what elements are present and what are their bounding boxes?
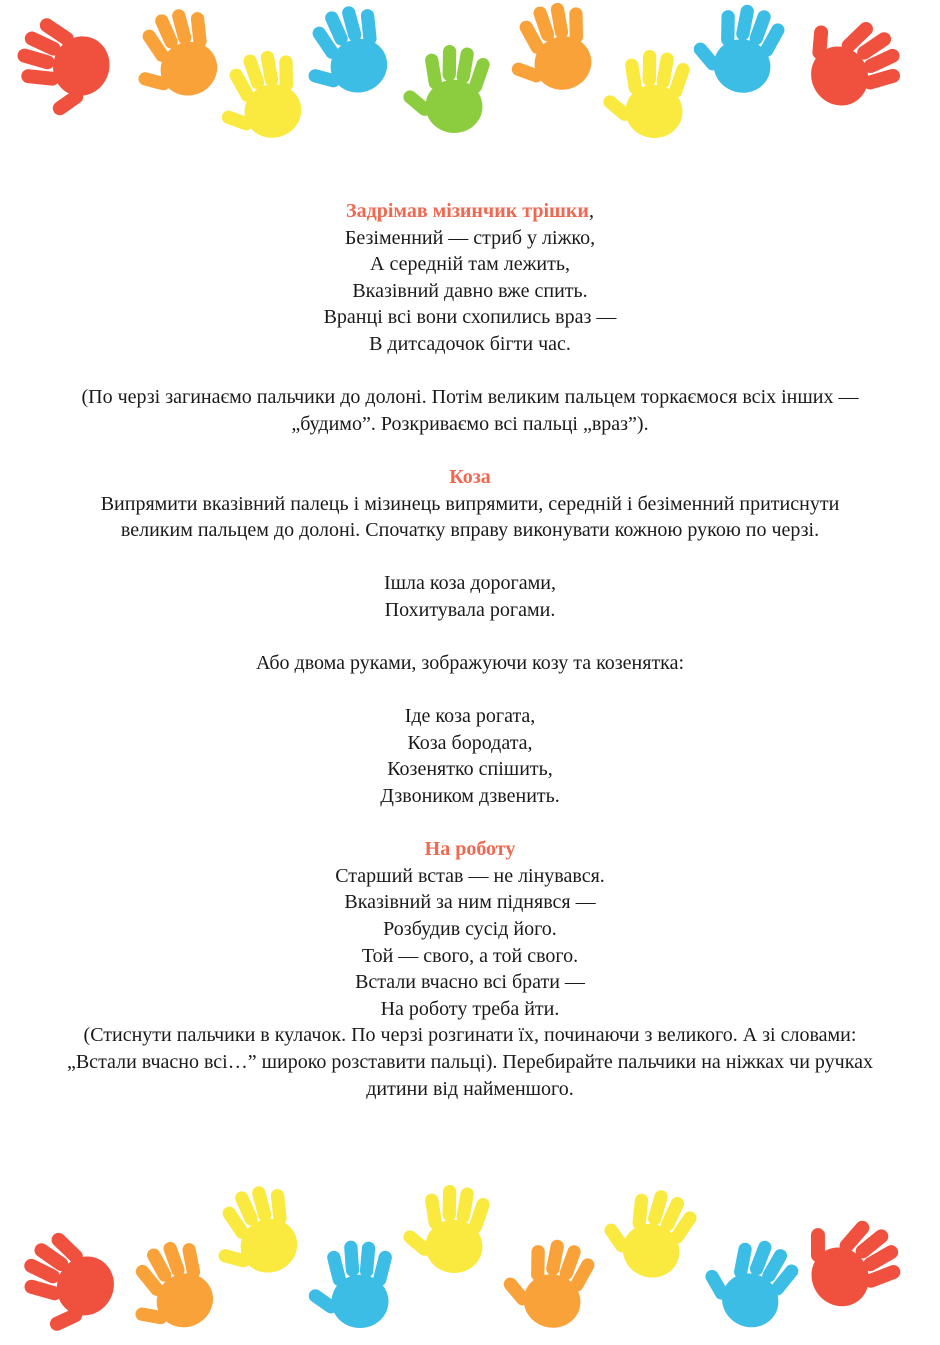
verse-line: Старший встав — не лінувався. <box>335 864 605 887</box>
verse-line: А середній там лежить, <box>370 253 570 276</box>
section2-alt: Або двома руками, зображуючи козу та козенятка: <box>255 652 685 675</box>
verse-line: Козенятко спішить, <box>387 758 553 781</box>
section1-title-comma: , <box>588 200 594 222</box>
section1-title-line <box>60 198 880 225</box>
handprint-icon <box>1 1223 127 1345</box>
section1-title: Задрімав мізинчик трішки <box>346 200 589 222</box>
handprint-icon <box>398 1181 492 1276</box>
verse-line: Вранці всі вони схопились враз — <box>323 306 617 329</box>
verse-line: Вказівний давно вже спить. <box>352 279 588 302</box>
handprint-icon <box>598 46 692 141</box>
handprint-icon <box>493 1228 600 1335</box>
handprint-icon <box>1 11 119 129</box>
verse-line: В дитсадочок бігти час. <box>369 332 571 355</box>
section3-title: На роботу <box>424 838 516 861</box>
verse-line: Коза бородата, <box>407 731 533 754</box>
handprint-icon <box>110 1231 226 1345</box>
handprint-icon <box>117 0 229 112</box>
handprint-border-top <box>0 0 940 170</box>
handprint-icon <box>306 1240 393 1328</box>
handprint-icon <box>690 1222 806 1338</box>
verse-line: Іде коза рогата, <box>404 705 536 728</box>
handprint-icon <box>205 43 312 150</box>
verse-line: Розбудив сусід його. <box>383 918 557 941</box>
document-body <box>60 198 880 1102</box>
verse-line: Похитувала рогами. <box>384 598 556 621</box>
verse-line: Безіменний — стриб у ліжко, <box>344 226 596 249</box>
verse-line: Дзвоником дзвенить. <box>380 785 560 808</box>
section3-note: (Стиснути пальчики в кулачок. По черзі розгинати їх, починаючи з великого. А зі словами: „Встали вчасно всі…” широко розставити пальці). Перебирайте пальчики на ніжках чи ручках дитини від найменшого. <box>66 1024 874 1100</box>
handprint-icon <box>683 0 790 100</box>
verse-line: На роботу треба йти. <box>380 997 560 1020</box>
handprint-icon <box>787 0 913 120</box>
verse-line: Той — свого, а той свого. <box>361 944 579 967</box>
verse-line: Ішла коза дорогами, <box>383 572 556 595</box>
handprint-border-bottom <box>0 1175 940 1345</box>
section1-note: (По черзі загинаємо пальчики до долоні. Потім великим пальцем торкаємося всіх інших — „будимо”. Розкриваємо всі пальці „враз”). <box>81 386 859 435</box>
handprint-icon <box>398 41 492 136</box>
handprint-icon <box>591 1175 703 1287</box>
handprint-icon <box>785 1194 913 1322</box>
section2-title: Коза <box>449 465 491 488</box>
handprint-icon <box>495 0 602 103</box>
handprint-icon <box>287 0 399 109</box>
handprint-icon <box>197 1177 309 1289</box>
verse-line: Встали вчасно всі брати — <box>355 971 585 994</box>
section2-instruction: Випрямити вказівний палець і мізинець випрямити, середній і безіменний притиснути великим пальцем до долоні. Спочатку вправу виконувати кожною рукою по черзі. <box>100 492 840 542</box>
verse-line: Вказівний за ним піднявся — <box>344 891 596 914</box>
